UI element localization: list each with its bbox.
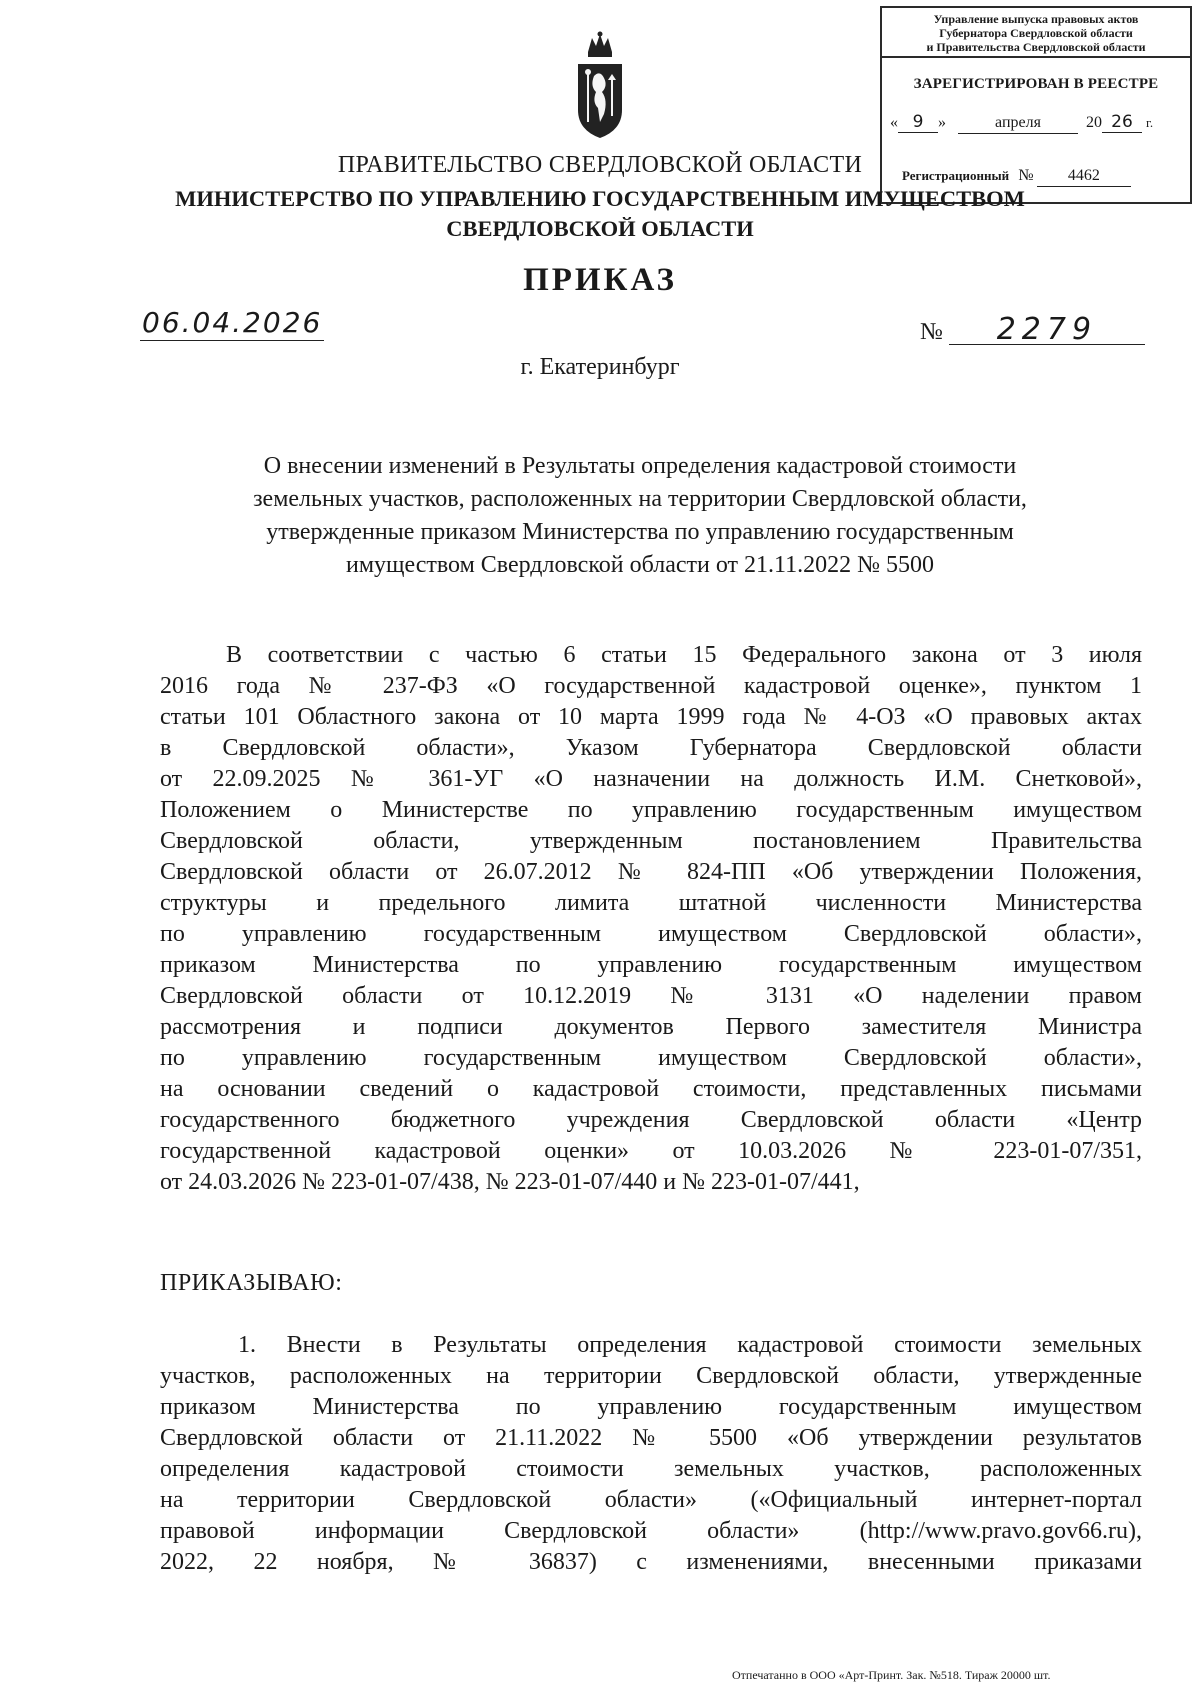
- paragraph-line: Положением о Министерстве по управлению государственным имуществом: [160, 797, 1142, 823]
- paragraph-line: в Свердловской области», Указом Губернатора Свердловской области: [160, 735, 1142, 761]
- order-date: 06.04.2026: [142, 306, 323, 339]
- paragraph-line: на основании сведений о кадастровой стоимости, представленных письмами: [160, 1076, 1142, 1102]
- paragraph-line: рассмотрения и подписи документов Первого заместителя Министра: [160, 1014, 1142, 1040]
- paragraph-line: 2016 года № 237-ФЗ «О государственной кадастровой оценке», пунктом 1: [160, 673, 1142, 699]
- paragraph-line: приказом Министерства по управлению государственным имуществом: [160, 952, 1142, 978]
- stamp-header-line: и Правительства Свердловской области: [926, 40, 1146, 54]
- paragraph-line: приказом Министерства по управлению государственным имуществом: [160, 1394, 1142, 1420]
- coat-of-arms-icon: [574, 30, 626, 140]
- orders-heading: ПРИКАЗЫВАЮ:: [160, 1270, 343, 1296]
- order-number-sign: №: [920, 319, 943, 345]
- paragraph-line: статьи 101 Областного закона от 10 марта 1999 года № 4-ОЗ «О правовых актах: [160, 704, 1142, 730]
- order-number: [920, 312, 1145, 347]
- paragraph-line: 2022, 22 ноября, № 36837) с изменениями, внесенными приказами: [160, 1549, 1142, 1575]
- stamp-header-line: Губернатора Свердловской области: [939, 26, 1133, 40]
- ministry-name-line: СВЕРДЛОВСКОЙ ОБЛАСТИ: [446, 216, 754, 241]
- stamp-number-sign: №: [1018, 167, 1034, 184]
- stamp-reg-label: Регистрационный: [902, 168, 1010, 183]
- subject-line: утвержденные приказом Министерства по управлению государственным: [266, 519, 1014, 545]
- stamp-header: [882, 8, 1190, 58]
- ministry-name: [0, 184, 1200, 244]
- stamp-year-suffix: 26: [1102, 112, 1142, 133]
- print-footer: Отпечатанно в ООО «Арт-Принт. Зак. №518. Тираж 20000 шт.: [732, 1668, 1051, 1682]
- clause-1-paragraph: [160, 1330, 1142, 1578]
- paragraph-line: по управлению государственным имуществом Свердловской области»,: [160, 1045, 1142, 1071]
- stamp-year-unit: г.: [1146, 115, 1154, 130]
- paragraph-line: государственной кадастровой оценки» от 10.03.2026 № 223-01-07/351,: [160, 1138, 1142, 1164]
- ministry-name-line: МИНИСТЕРСТВО ПО УПРАВЛЕНИЮ ГОСУДАРСТВЕННЫМ ИМУЩЕСТВОМ: [175, 186, 1025, 211]
- paragraph-line: Свердловской области от 10.12.2019 № 3131 «О наделении правом: [160, 983, 1142, 1009]
- stamp-month: апреля: [958, 113, 1078, 134]
- stamp-date: [890, 112, 1186, 134]
- stamp-header-line: Управление выпуска правовых актов: [933, 12, 1139, 26]
- paragraph-line: по управлению государственным имуществом Свердловской области»,: [160, 921, 1142, 947]
- document-subject: [180, 450, 1100, 582]
- paragraph-line: определения кадастровой стоимости земельных участков, расположенных: [160, 1456, 1142, 1482]
- paragraph-line: на территории Свердловской области» («Официальный интернет-портал: [160, 1487, 1142, 1513]
- stamp-reg-number: 4462: [1037, 166, 1131, 187]
- paragraph-line: Свердловской области, утвержденным постановлением Правительства: [160, 828, 1142, 854]
- paragraph-line: от 22.09.2025 № 361-УГ «О назначении на должность И.М. Снетковой»,: [160, 766, 1142, 792]
- paragraph-line: от 24.03.2026 № 223-01-07/438, № 223-01-07/440 и № 223-01-07/441,: [160, 1169, 860, 1195]
- stamp-open-quote: «: [890, 114, 898, 131]
- government-name: ПРАВИТЕЛЬСТВО СВЕРДЛОВСКОЙ ОБЛАСТИ: [337, 152, 863, 178]
- paragraph-line: Свердловской области от 21.11.2022 № 5500 «Об утверждении результатов: [160, 1425, 1142, 1451]
- stamp-year-prefix: 20: [1086, 114, 1102, 131]
- stamp-close-quote: »: [938, 114, 946, 131]
- stamp-title: ЗАРЕГИСТРИРОВАН В РЕЕСТРЕ: [913, 76, 1159, 92]
- paragraph-line: государственного бюджетного учреждения Свердловской области «Центр: [160, 1107, 1142, 1133]
- subject-line: имуществом Свердловской области от 21.11.2022 № 5500: [345, 552, 935, 578]
- stamp-day: 9: [898, 112, 938, 133]
- paragraph-line: В соответствии с частью 6 статьи 15 Федерального закона от 3 июля: [226, 642, 1142, 668]
- city: г. Екатеринбург: [520, 354, 680, 380]
- subject-line: О внесении изменений в Результаты определения кадастровой стоимости: [263, 453, 1017, 479]
- subject-line: земельных участков, расположенных на территории Свердловской области,: [253, 486, 1027, 512]
- preamble-paragraph: [160, 640, 1142, 1198]
- paragraph-line: участков, расположенных на территории Свердловской области, утвержденные: [160, 1363, 1142, 1389]
- paragraph-line: структуры и предельного лимита штатной численности Министерства: [160, 890, 1142, 916]
- order-number-value: 2279: [949, 316, 1145, 345]
- paragraph-line: правовой информации Свердловской области» (http://www.pravo.gov66.ru),: [160, 1518, 1142, 1544]
- paragraph-line: Свердловской области от 26.07.2012 № 824-ПП «Об утверждении Положения,: [160, 859, 1142, 885]
- paragraph-line: 1. Внести в Результаты определения кадастровой стоимости земельных: [238, 1332, 1142, 1358]
- document-type: ПРИКАЗ: [523, 262, 677, 298]
